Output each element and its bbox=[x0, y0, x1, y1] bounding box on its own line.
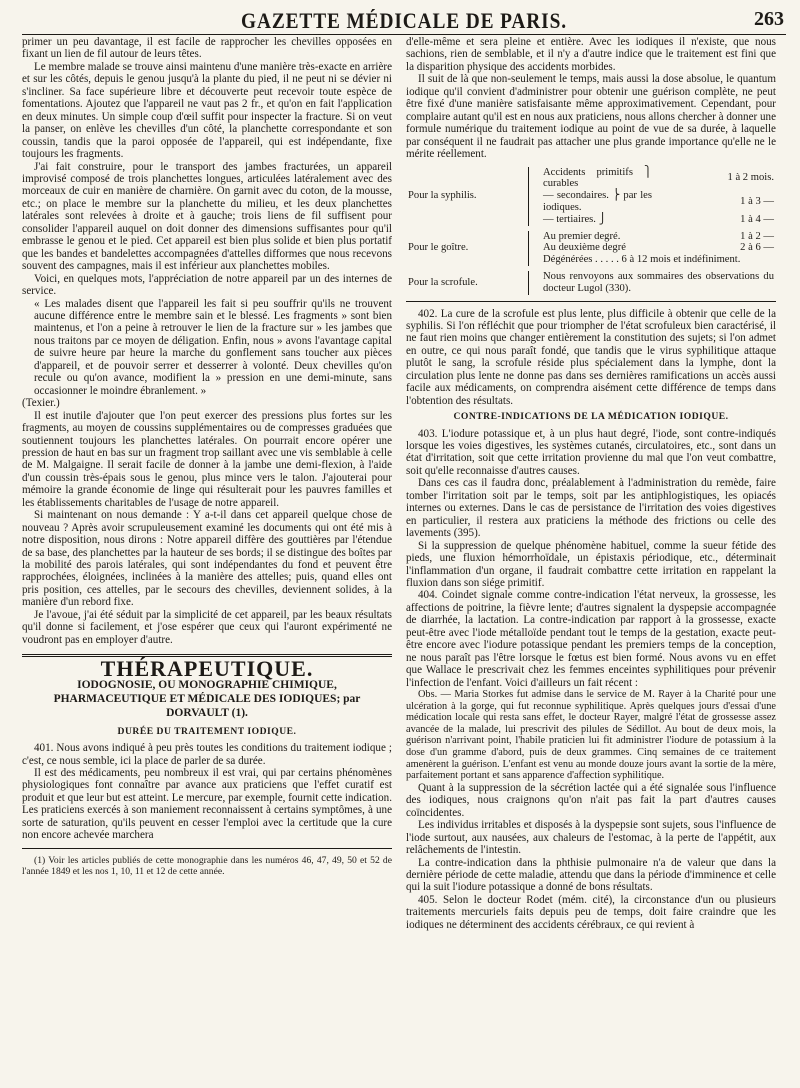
columns bbox=[22, 36, 786, 1086]
paragraph: Si maintenant on nous demande : Y a-t-il dans cet appareil quelque chose de nouveau ? Après avoir scrupuleusement examiné les documents qui ont été mis à notre disposition, nous dirons : Notre appareil diffère des gouttières par l'étendue de sa base, des planchettes par la hauteur de ses bords; il se distingue des boîtes par la mobilité des parois latérales, qui sont indépendantes du fond et peuvent être rapprochées, éloignées, inclinées à la manière des attelles; puis, quand elles ont pris position, ces attelles, par le secours des chevilles, deviennent solides, à la manière d'un rebord fixe. bbox=[22, 509, 392, 609]
left-column bbox=[22, 36, 392, 1086]
paragraph: 401. Nous avons indiqué à peu près toutes les conditions du traitement iodique ; c'est, ce nous semble, ici la place de parler de sa durée. bbox=[22, 742, 392, 767]
paragraph: Si la suppression de quelque phénomène habituel, comme la sueur fétide des pieds, une fluxion hémorrhoïdale, un épistaxis périodique, etc., déterminait l'inflammation d'un organe, il faudrait combattre cette irritation en rappelant la fluxion dans son siége primitif. bbox=[406, 539, 776, 590]
paragraph: J'ai fait construire, pour le transport des jambes fracturées, un appareil improvisé composé de trois planchettes longues, articulées latéralement avec des morceaux de cuir en manière de charnière. On garnit avec du coton, de la mousse, etc.; on place le membre sur la planchette du milieu, et les deux planchettes latérales sont relevées à droite et à gauche; trois liens de fil suffisent pour consolider l'appareil auquel on doit donner des dimensions suffisantes pour qu'il embrasse le genou et le pied. Cet appareil est bien plus solide et bien plus portatif que les bandes et bandelettes accompagnées d'attelles difformes que nous recevons souvent des campagnes, mais il est inférieur aux planchettes mobiles. bbox=[22, 160, 392, 273]
page-header bbox=[22, 4, 786, 35]
paragraph: La contre-indication dans la phthisie pulmonaire n'a de valeur que dans la dernière période de cette maladie, attendu que dans la période d'imminence et celle qui la suit l'iodure potassique a donné de bons résultats. bbox=[406, 856, 776, 894]
brace bbox=[529, 167, 542, 226]
page-number: 263 bbox=[754, 8, 784, 30]
table-value: 1 à 2 — bbox=[740, 230, 774, 242]
paragraph: Je l'avoue, j'ai été séduit par la simplicité de cet appareil, par les beaux résultats qu'il donne si facilement, et j'ose espérer que ceux qui l'auront expérimenté ne voudront pas en employer d'autre. bbox=[22, 608, 392, 646]
table-cell: Au deuxième degré bbox=[543, 242, 626, 254]
paragraph: Dans ces cas il faudra donc, préalablement à l'administration du remède, faire tomber l'irritation soit par le temps, soit par les antiphlogistiques, les opiacés internes ou externes. Dans le cas de persistance de l'irritation des voies digestives en particulier, il restera aux praticiens la méthode des frictions ou celle des lavements (395). bbox=[406, 477, 776, 540]
table-cell: Nous renvoyons aux sommaires des observations du docteur Lugol (330). bbox=[543, 270, 774, 294]
duration-table bbox=[406, 167, 776, 295]
paragraph: 404. Coindet signale comme contre-indication l'état nerveux, la grossesse, les affections de poitrine, la fièvre lente; d'autres signalent la dyspepsie accompagnée de diarrhée, la lactation. La contre-indication par rapport à la grossesse, exacte peut-être avec l'iode métalloïde pendant tout le temps de la gestation, exacte peut-être encore avec l'iodure potassique pendant les premiers temps de la conception, ne nous paraît pas l'être lorsque le fœtus est bien formé. Nous avons vu en effet que Wallace le prescrivait chez les femmes enceintes syphilitiques pour prévenir l'infection de l'enfant. Voici d'ailleurs un fait récent : bbox=[406, 589, 776, 689]
table-label: Pour le goître. bbox=[408, 242, 469, 254]
paragraph: Il est des médicaments, peu nombreux il est vrai, qui par certains phénomènes physiologiques font connaître par avance aux praticiens que l'effet curatif est produit et que leur but est atteint. Le mercure, par exemple, fournit cette indication. Les praticiens exercés à son maniement reconnaissent à certains symptômes, à une sorte de saturation, qu'ils peuvent en cesser l'emploi avec la certitude que la cure non encore achevée marchera bbox=[22, 767, 392, 842]
section-title: THÉRAPEUTIQUE. bbox=[100, 656, 314, 682]
table-cell: — secondaires. ⎬ par les iodiques. bbox=[543, 190, 652, 213]
paragraph: 405. Selon le docteur Rodet (mém. cité), la circonstance d'un ou plusieurs traitements mercuriels faits depuis peu de temps, doit faire craindre que les iodiques ne déterminent des accidents cérébraux, ce qui revient à bbox=[406, 893, 776, 931]
journal-title: GAZETTE MÉDICALE DE PARIS. bbox=[241, 8, 567, 33]
observation: Obs. — Maria Storkes fut admise dans le service de M. Rayer à la Charité pour une ulcération à la gorge, qui fut reconnue syphilitique. Après quelques jours d'essai d'une médication locale qui resta sans effet, le docteur Rayer, malgré l'état de grossesse assez avancée de la malade, lui prescrivit des pilules de Sédillot. Au bout de deux mois, la guérison n'arrivant point, l'habile praticien lui fit administrer l'iodure de potassium à la dose d'un gramme d'abord, puis de deux grammes. Cinq semaines de ce traitement amenèrent la guérison. L'enfant est venu au monde douze jours avant la sortie de la mère, parfaitement portant et sans apparence d'affection syphilitique. bbox=[406, 689, 776, 782]
paragraph: Les individus irritables et disposés à la dyspepsie sont sujets, sous l'influence de l'iode surtout, aux nausées, aux chaleurs de l'estomac, à la perte de l'appétit, aux relâchements de l'intestin. bbox=[406, 819, 776, 857]
table-cell: — tertiaires. ⎭ bbox=[543, 213, 607, 225]
block-quote: « Les malades disent que l'appareil les fait si peu souffrir qu'ils ne trouvent aucune différence entre le membre sain et le blessé. Les fragments » sont bien maintenus, et l'on a peine à retrouver le lien de la fracture sur » les jambes que nous traitons par ce moyen de déligation. Enfin, nous » avons l'avantage capital de suivre heure par heure la marche du gonflement sans toucher aux pièces d'appareil, et de pouvoir serrer et desserrer à volonté. Deux chevilles qu'on recule ou qu'on avance, modifient la » pression en une demi-minute, sans occasionner le moindre ébranlement. » bbox=[34, 297, 392, 397]
table-cell: Dégénérées . . . . . 6 à 12 mois et indéfiniment. bbox=[543, 254, 741, 266]
paragraph: Voici, en quelques mots, l'appréciation de notre appareil par un des internes de service. bbox=[22, 272, 392, 298]
paragraph: Le membre malade se trouve ainsi maintenu d'une manière très-exacte en arrière et sur les côtés, depuis le genou jusqu'à la plante du pied, il ne peut ni se dévier ni s'incliner. Sa face supérieure libre et découverte peut recevoir toute espèce de fomentations. Ajoutez que l'appareil ne vaut pas 2 fr., et qu'on en fait l'application en deux minutes. Un simple coup d'œil suffit pour inspecter la fracture. Si on veut la panser, on enlève les chevilles d'un côté, la planchette correspondante et son coussin, tandis que la paroi opposée de l'appareil, qui est indépendante, fixe toujours les fragments. bbox=[22, 60, 392, 161]
section-subtitle: IODOGNOSIE, OU MONOGRAPHIE CHIMIQUE, PHARMACEUTIQUE ET MÉDICALE DES IODIQUES; par DORVAULT (1). bbox=[53, 678, 361, 719]
brace bbox=[529, 231, 542, 266]
paragraph: d'elle-même et sera pleine et entière. Avec les iodiques il n'existe, que nous sachions, rien de semblable, et il n'y a d'autre indice que le traitement est fini que la disparition physique des accidents morbides. bbox=[406, 36, 776, 73]
brace bbox=[529, 271, 542, 295]
divider bbox=[406, 301, 776, 302]
table-value: 1 à 4 — bbox=[740, 213, 774, 225]
paragraph: 402. La cure de la scrofule est plus lente, plus difficile à obtenir que celle de la syphilis. Si l'on réfléchit que pour triompher de l'état scrofuleux bien caractérisé, il ne faut rien moins que changer entièrement la constitution des sujets; si l'on admet en outre, ce qui nous paraît fondé, que tandis que le virus syphilitique attaque plutôt le sang, la scrofule réside plus spécialement dans la lymphe, dont la circulation plus lente ne donne pas dans ses dernières ramifications un accès aussi facile aux médicaments, on comprendra aisément cette différence de temps dans l'obtention des résultats. bbox=[406, 307, 776, 407]
table-label: Pour la syphilis. bbox=[408, 190, 477, 202]
table-value: 2 à 6 — bbox=[740, 242, 774, 254]
table-row bbox=[406, 271, 776, 295]
table-label: Pour la scrofule. bbox=[408, 276, 478, 288]
paragraph: Quant à la suppression de la sécrétion lactée qui a été signalée sous l'influence des iodiques, nous craignons qu'on n'ait pas fait la part d'autres causes coïncidentes. bbox=[406, 781, 776, 819]
table-row bbox=[406, 231, 776, 243]
paragraph: primer un peu davantage, il est facile de rapprocher les chevilles opposées en fixant un lien de fil autour de leurs têtes. bbox=[22, 36, 392, 61]
table-value: 1 à 3 — bbox=[740, 196, 774, 208]
table-value: 1 à 2 mois. bbox=[727, 172, 774, 184]
footnote-divider bbox=[22, 848, 392, 849]
paragraph: Il est inutile d'ajouter que l'on peut exercer des pressions plus fortes sur les fragments, au moyen de coussins supplémentaires ou de compresses graduées que soutiennent toujours les planchettes latérales. On pourrait encore opérer une pression de haut en bas sur un fragment trop saillant avec une vis semblable à celle de M. Malgaigne. Il serait facile de donner à la jambe une demi-flexion, à l'aide d'un coussin très-épais sous le genou, plus mince vers le talon. J'ajouterai pour mémoire la grande économie de linge qui résulterait pour les pauvres familles et les établissements charitables de l'usage de notre appareil. bbox=[22, 409, 392, 509]
quote-author: (Texier.) bbox=[22, 397, 60, 410]
table-cell: Au premier degré. bbox=[543, 230, 621, 242]
paragraph: Il suit de là que non-seulement le temps, mais aussi la dose absolue, le quantum iodique qu'il convient d'administrer pour obtenir une guérison complète, ne peut être fixé d'une manière satisfaisante même approximativement. Cependant, pour complaire autant qu'il est en nous aux praticiens, nous allons chercher à donner une formule numérique du traitement iodique au point de vue de sa durée, à laquelle par conséquent il ne faudrait pas attacher une plus grande importance qu'elle ne le mérite réellement. bbox=[406, 73, 776, 161]
subsection-heading: CONTRE-INDICATIONS DE LA MÉDICATION IODIQUE. bbox=[453, 411, 729, 423]
subsection-heading: DURÉE DU TRAITEMENT IODIQUE. bbox=[117, 725, 297, 737]
footnote: (1) Voir les articles publiés de cette monographie dans les numéros 46, 47, 49, 50 et 52 de l'année 1849 et les nos 1, 10, 11 et 12 de cette année. bbox=[22, 854, 392, 877]
paragraph: 403. L'iodure potassique et, à un plus haut degré, l'iode, sont contre-indiqués lorsque les voies digestives, les systèmes cutanés, circulatoires, etc., sont dans un état d'irritation, soit que cette irritation provienne du mal que l'on veut combattre, soit qu'elle reconnaisse d'autres causes. bbox=[406, 427, 776, 477]
table-row bbox=[406, 167, 776, 191]
right-column bbox=[406, 36, 776, 1086]
table-cell: Accidents primitifs ⎫ curables bbox=[543, 166, 652, 190]
